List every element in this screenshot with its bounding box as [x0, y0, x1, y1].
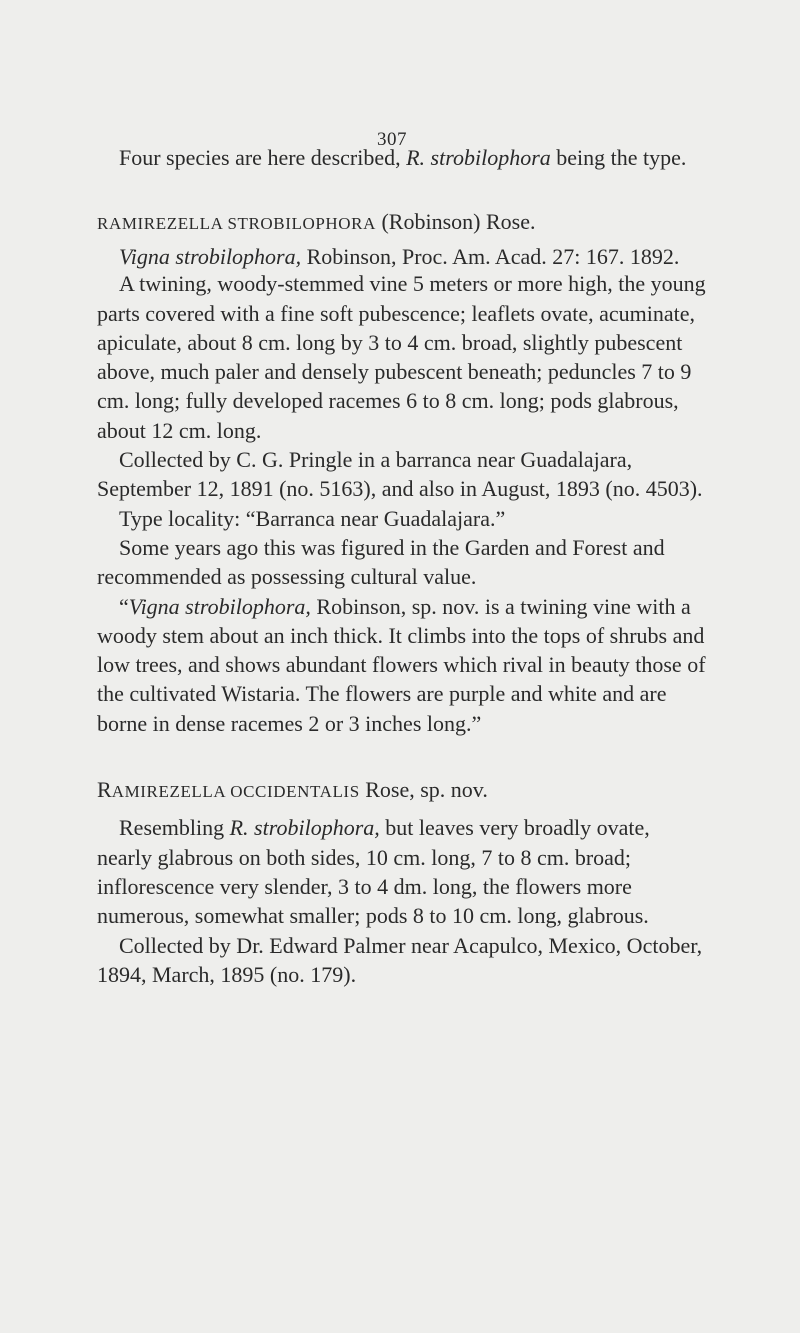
species1-note: Some years ago this was figured in the Garden and Forest and recommended as possessing cultural value. — [97, 534, 665, 590]
species2-collection: Collected by Dr. Edward Palmer near Acapulco, Mexico, October, 1894, March, 1895 (no. 179). — [97, 932, 703, 987]
species1-quote-rest: Robinson, sp. nov. is a twining vine with a woody stem about an inch thick. It climbs into the tops of shrubs and low trees, and shows abundant flowers which rival in beauty those of the cultivated Wistaria. The flowers are purple and white and are borne in dense racemes 2 or 3 inches long.” — [97, 593, 706, 736]
species2-desc-name: R. strobilophora, — [229, 815, 380, 841]
species1-heading-author: (Robinson) Rose. — [375, 209, 536, 234]
species2-desc-b: but leaves very broadly ovate, nearly glabrous on both sides, 10 cm. long, 7 to 8 cm. broad; inflorescence very slender, 3 to 4 dm. long, the flowers more numerous, somewhat smaller; pods 8 to 10 cm. long, glabrous. — [97, 815, 650, 929]
species2-heading-initial: R — [97, 777, 112, 803]
species1-type-locality: Type locality: “Barranca near Guadalajara.” — [119, 505, 506, 531]
species1-quote — [97, 592, 707, 738]
page-number: 307 — [377, 129, 407, 150]
species1-synonym — [97, 245, 707, 269]
species2-heading-name: AMIREZELLA OCCIDENTALIS — [111, 782, 360, 802]
species1-description: A twining, woody-stemmed vine 5 meters or more high, the young parts covered with a fine soft pubescence; leaflets ovate, acuminate, apiculate, about 8 cm. long by 3 to 4 cm. broad, slightly pubescent above, much paler and densely pubescent beneath; peduncles 7 to 9 cm. long; fully developed racemes 6 to 8 cm. long; pods glabrous, about 12 cm. long. — [97, 271, 706, 443]
species1-collection: Collected by C. G. Pringle in a barranca near Guadalajara, September 12, 1891 (no. 5163), and also in August, 1893 (no. 4503). — [97, 447, 703, 502]
species2-heading — [97, 775, 707, 806]
intro-species-name: R. strobilophora — [406, 145, 551, 170]
species2-heading-author: Rose, sp. nov. — [359, 777, 488, 803]
page-body — [97, 146, 707, 989]
species1-quote-name: Vigna strobilophora, — [128, 593, 311, 619]
intro-text-a: Four species are here described, — [119, 145, 407, 170]
species1-heading-name: RAMIREZELLA STROBILOPHORA — [97, 214, 376, 233]
species2-description — [97, 813, 707, 930]
species1-quote-open: “ — [119, 593, 129, 619]
intro-paragraph — [97, 146, 707, 170]
species1-heading — [97, 207, 707, 238]
intro-text-b: being the type. — [550, 145, 687, 170]
species1-synonym-name: Vigna strobilophora, — [119, 244, 302, 270]
species2-desc-a: Resembling — [119, 815, 230, 841]
species1-synonym-citation: Robinson, Proc. Am. Acad. 27: 167. 1892. — [301, 244, 680, 270]
